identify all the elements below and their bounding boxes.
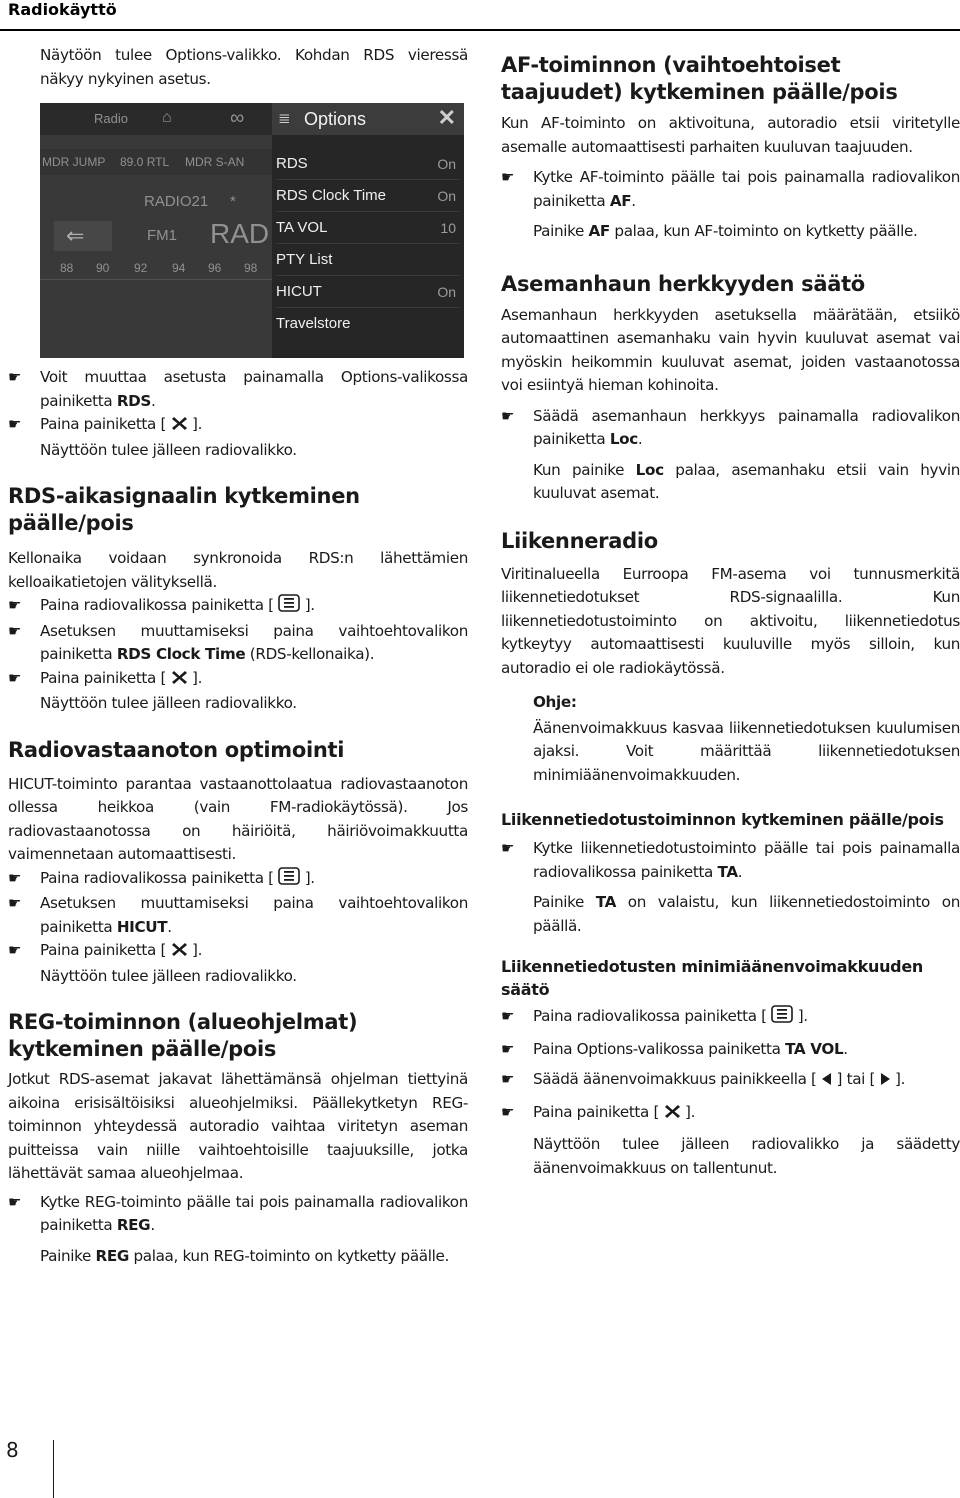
button-name-af: AF [588,222,610,240]
step-close-1 [8,413,468,439]
loc-note [501,459,960,506]
rds-clock-text: Kellonaika voidaan synkronoida RDS:n lähettämien kelloaikatietojen välityksellä. [8,549,468,591]
button-name-af: AF [609,191,632,210]
note-text: Painike [533,222,589,240]
step-close-4 [501,1101,960,1127]
pointing-hand-icon: ☛ [501,1102,515,1121]
step-text: ]. [187,668,203,687]
step-text: ]. [890,1070,906,1088]
note-text: Äänenvoimakkuus kasvaa liikennetiedotuksen kuulumisen ajaksi. Voit määrittää liikennetiedotuksen minimiäänenvoimakkuuden. [533,718,960,784]
step-ta-vol [501,1038,960,1062]
scale-92: 92 [134,261,148,275]
triangle-left-icon [821,1070,832,1094]
step-text: ]. [300,596,315,614]
step-text: Voit muuttaa asetusta painamalla Options-valikossa painiketta [40,368,468,410]
step-text: . [637,430,643,448]
note-text: palaa, kun AF-toiminto on kytketty päälle. [609,222,918,240]
result-text: Näyttöön tulee jälleen radiovalikko. [40,440,297,459]
note-text: on valaistu, kun liikennetiedostoiminto on päällä. [533,893,960,935]
back-arrow-button [54,221,112,251]
step-reg [8,1191,468,1238]
button-name-reg: REG [95,1246,129,1265]
heading-ta: Liikennetiedotustoiminnon kytkeminen päälle/pois [501,810,944,829]
ta-note [501,891,960,938]
note-label: Ohje: [533,693,577,711]
step-text: ] tai [ [832,1070,880,1088]
close-icon [664,1103,681,1127]
button-name-rds: RDS [116,391,152,410]
button-name-ta: TA [717,862,738,881]
step-text: ]. [793,1007,808,1025]
band-label: FM1 [147,227,177,244]
step-menu-2 [8,867,468,893]
close-icon [171,415,188,439]
pointing-hand-icon: ☛ [8,668,22,687]
close-icon [171,941,188,965]
option-value: On [437,284,456,300]
pointing-hand-icon: ☛ [501,1070,515,1088]
step-text: . [843,1039,848,1058]
pointing-hand-icon: ☛ [8,596,22,614]
big-frequency-text: RAD [210,218,270,249]
radio-screen-background [40,103,272,358]
close-icon[interactable]: ✕ [437,105,456,130]
step-menu-1 [8,594,468,620]
step-text: Kytke liikennetiedotustoiminto päälle tai pois painamalla radiovalikossa painiketta [533,839,960,881]
note-text: Painike [533,893,596,911]
arrow-left-icon: ⇐ [66,223,85,248]
button-name-loc: Loc [609,430,638,448]
options-title: Options [304,109,367,129]
button-name-rds-clock-time: RDS Clock Time [116,645,246,663]
scale-96: 96 [208,261,222,275]
heading-optimization: Radiovastaanoton optimointi [8,737,345,762]
footer-divider [53,1440,54,1498]
frequency-scale [40,279,272,310]
heading-loc: Asemanhaun herkkyyden säätö [501,271,865,296]
heading-rds-clock: RDS-aikasignaalin kytkeminen päälle/pois [8,484,360,535]
star-icon: * [230,193,236,210]
menu-icon [278,594,300,620]
pointing-hand-icon: ☛ [501,1039,515,1058]
step-text: Asetuksen muuttamiseksi paina vaihtoehtovalikon painiketta [40,894,468,936]
option-value: 10 [440,220,456,236]
step-text: Paina radiovalikossa painiketta [ [533,1007,772,1025]
step-text: (RDS-kellonaika). [245,645,375,663]
menu-icon [278,867,300,893]
close-icon [171,669,188,693]
radio-tab-label: Radio [94,111,128,126]
preset-station-3: MDR S-AN [185,155,245,169]
result-text: Näyttöön tulee jälleen radiovalikko. [40,966,297,985]
step-text: . [151,391,156,410]
option-label: PTY List [276,251,333,268]
scale-90: 90 [96,261,110,275]
options-screenshot [40,103,464,358]
step-text: Paina painiketta [ [40,415,171,433]
step-text: Kytke REG-toiminto päälle tai pois painamalla radiovalikon painiketta [40,1192,468,1234]
triangle-right-icon [880,1070,891,1094]
option-value: On [437,156,456,172]
step-text: ]. [300,868,315,887]
step-change-clock [8,620,468,667]
reg-text: Jotkut RDS-asemat jakavat lähettämänsä ohjelman tiettyinä aikoina erisisältöisiksi alueohjelmiksi. Päällekytketyn REG-toiminnon yhteydessä autoradio vaihtaa viritetyn aseman puitteissa vain niille vaihtoehtoisille taajuuksille, jotka lähettävät samaa alueohjelmaa. [8,1070,468,1182]
step-af [501,166,960,213]
af-text: Kun AF-toiminto on aktivoituna, autoradio etsii viritetylle asemalle automaattisesti parhaiten kuuluvan taajuuden. [501,114,960,156]
step-text: . [167,917,172,936]
step-text: Säädä asemanhaun herkkyys painamalla radiovalikon painiketta [533,406,960,448]
step-text: Paina radiovalikossa painiketta [ [40,596,279,614]
intro-text: Näytöön tulee Options-valikko. Kohdan RDS vieressä näkyy nykyinen asetus. [40,46,468,88]
option-travelstore[interactable] [276,308,460,339]
page-header-title: Radiokäyttö [8,0,117,19]
note-text: Kun painike [533,460,636,479]
note-text: Painike [40,1246,96,1265]
step-text: Paina painiketta [ [40,941,171,959]
menu-icon [771,1005,793,1031]
option-label: RDS [276,155,308,172]
link-icon: ∞ [230,107,245,129]
left-column [8,44,468,1268]
preset-station-1: MDR JUMP [42,155,106,169]
result-text: Näyttöön tulee jälleen radiovalikko ja säädetty äänenvoimakkuus on tallentunut. [533,1135,960,1177]
heading-min-volume: Liikennetiedotusten minimiäänenvoimakkuuden säätö [501,957,923,999]
pointing-hand-icon: ☛ [8,1192,22,1211]
option-hicut[interactable] [276,276,460,308]
step-text: Paina painiketta [ [533,1102,664,1121]
list-icon: ≣ [278,110,291,127]
step-change-rds [8,366,468,413]
option-ta-vol[interactable] [276,212,460,244]
options-panel [272,103,464,358]
step-close-2 [8,667,468,693]
heading-traffic: Liikenneradio [501,528,658,553]
page-number: 8 [6,1438,19,1462]
option-label: HICUT [276,283,322,300]
options-header [272,103,464,135]
option-label: TA VOL [276,219,328,236]
step-ta [501,837,960,884]
step-close-3 [8,939,468,965]
option-rds[interactable] [276,148,460,180]
button-name-hicut: HICUT [116,917,168,936]
pointing-hand-icon: ☛ [8,894,22,912]
step-loc [501,405,960,452]
note-text: palaa, asemanhaku etsii vain hyvin kuuluvat asemat. [533,460,960,502]
pointing-hand-icon: ☛ [8,868,22,887]
result-text: Näyttöön tulee jälleen radiovalikko. [40,694,297,712]
heading-reg: REG-toiminnon (alueohjelmat) kytkeminen päälle/pois [8,1010,358,1061]
step-text: ]. [680,1102,696,1121]
step-text: . [631,191,636,210]
step-text: ]. [187,415,203,433]
heading-af: AF-toiminnon (vaihtoehtoiset taajuudet) kytkeminen päälle/pois [501,53,898,104]
station-name: RADIO21 [144,193,209,210]
pointing-hand-icon: ☛ [8,368,22,386]
home-icon: ⌂ [162,109,172,126]
page-header [0,0,960,24]
pointing-hand-icon: ☛ [8,415,22,433]
option-label: Travelstore [276,315,351,332]
af-note [501,220,960,244]
step-adjust [501,1068,960,1094]
button-name-loc: Loc [635,460,664,479]
traffic-text: Viritinalueella Eurroopa FM-asema voi tunnusmerkitä liikennetiedotukset RDS-signaalilla. Kun liikennetiedotustoiminto on aktivoitu, liikennetiedotus kytkeytyy automaattisesti kuuluville myös silloin, kun autoradio ei ole radiokäytössä. [501,564,960,677]
preset-station-2: 89.0 RTL [120,155,170,169]
step-text: Paina Options-valikossa painiketta [533,1039,786,1058]
right-column [501,44,960,1180]
pointing-hand-icon: ☛ [8,621,22,640]
step-menu-3 [501,1005,960,1031]
option-pty-list[interactable] [276,244,460,276]
option-label: RDS Clock Time [276,187,387,204]
button-name-ta-vol: TA VOL [785,1039,844,1058]
step-change-hicut [8,892,468,939]
header-rule [0,29,960,31]
step-text: Säädä äänenvoimakkuus painikkeella [ [533,1070,822,1088]
scale-88: 88 [60,261,74,275]
step-text: Paina radiovalikossa painiketta [ [40,868,279,887]
reg-note [8,1245,468,1269]
option-rds-clock-time[interactable] [276,180,460,212]
button-name-reg: REG [116,1216,151,1234]
pointing-hand-icon: ☛ [501,1007,515,1025]
scale-94: 94 [172,261,186,275]
step-text: Paina painiketta [ [40,668,171,687]
pointing-hand-icon: ☛ [8,941,22,959]
step-text: Kytke AF-toiminto päälle tai pois painamalla radiovalikon painiketta [533,168,960,210]
scale-98: 98 [244,261,258,275]
pointing-hand-icon: ☛ [501,406,515,425]
step-text: . [150,1216,155,1234]
option-value: On [437,188,456,204]
step-text: ]. [187,941,203,959]
step-text: . [737,862,743,881]
button-name-ta: TA [595,893,617,911]
loc-text: Asemanhaun herkkyyden asetuksella määrätään, etsiikö automaattinen asemanhaku vain hyvin kuuluvat asemat vai myöskin heikommin kuuluvat asemat, joiden vastaanotossa voi esiintyä hieman kohinoita. [501,305,960,394]
step-text: Asetuksen muuttamiseksi paina vaihtoehtovalikon painiketta [40,621,468,663]
pointing-hand-icon: ☛ [501,168,515,186]
optimization-text: HICUT-toiminto parantaa vastaanottolaatua radiovastaanoton ollessa heikkoa (vain FM-radiokäytössä). Jos radiovastaanotossa on häiriöitä, häiriövoimakkuutta vaimennetaan automaattisesti. [8,774,468,863]
pointing-hand-icon: ☛ [501,839,515,857]
note-text: palaa, kun REG-toiminto on kytketty päälle. [128,1246,449,1265]
